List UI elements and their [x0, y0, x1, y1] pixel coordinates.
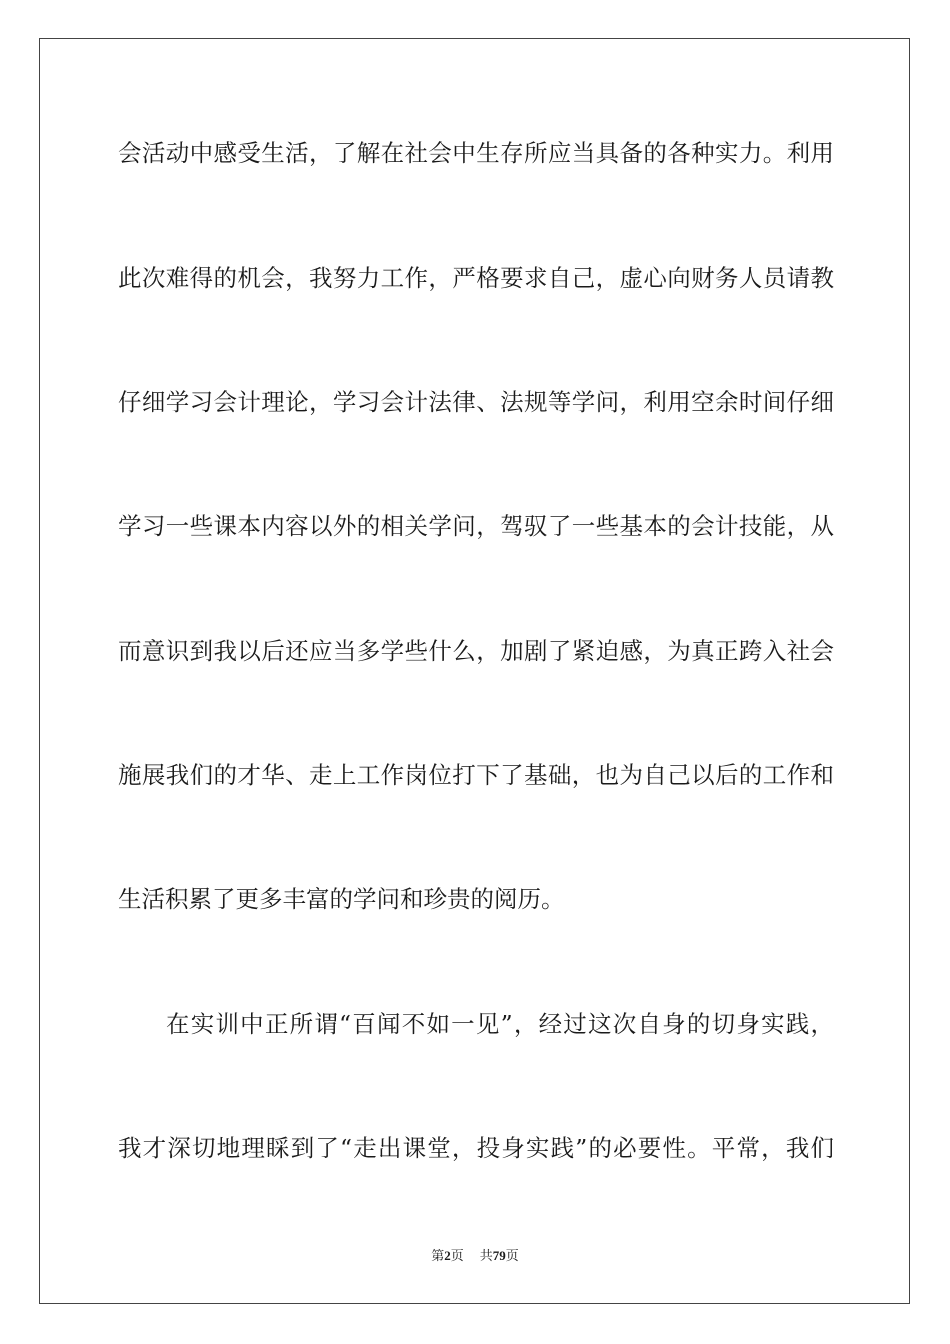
total-suffix: 页 [505, 1249, 519, 1264]
page-suffix: 页 [450, 1249, 464, 1264]
body-line: 学习一些课本内容以外的相关学问，驾驭了一些基本的会计技能，从 [118, 512, 834, 540]
body-line: 而意识到我以后还应当多学些什么，加剧了紧迫感，为真正跨入社会 [118, 637, 834, 665]
total-prefix: 共 [479, 1249, 493, 1264]
page-footer [0, 1247, 950, 1266]
page-number: 2 [444, 1248, 451, 1263]
body-line: 会活动中感受生活，了解在社会中生存所应当具备的各种实力。利用 [118, 139, 834, 167]
body-line-indented: 在实训中正所谓“百闻不如一见”，经过这次自身的切身实践， [166, 1010, 834, 1038]
page-border [39, 38, 910, 1304]
body-line: 我才深切地理睬到了“走出课堂，投身实践”的必要性。平常，我们 [118, 1134, 834, 1162]
page-prefix: 第 [431, 1249, 445, 1264]
body-line: 仔细学习会计理论，学习会计法律、法规等学问，利用空余时间仔细 [118, 388, 834, 416]
body-line: 施展我们的才华、走上工作岗位打下了基础，也为自己以后的工作和 [118, 761, 834, 789]
total-pages: 79 [492, 1248, 506, 1263]
body-line: 生活积累了更多丰富的学问和珍贵的阅历。 [118, 885, 565, 913]
body-line: 此次难得的机会，我努力工作，严格要求自己，虚心向财务人员请教 [118, 264, 834, 292]
